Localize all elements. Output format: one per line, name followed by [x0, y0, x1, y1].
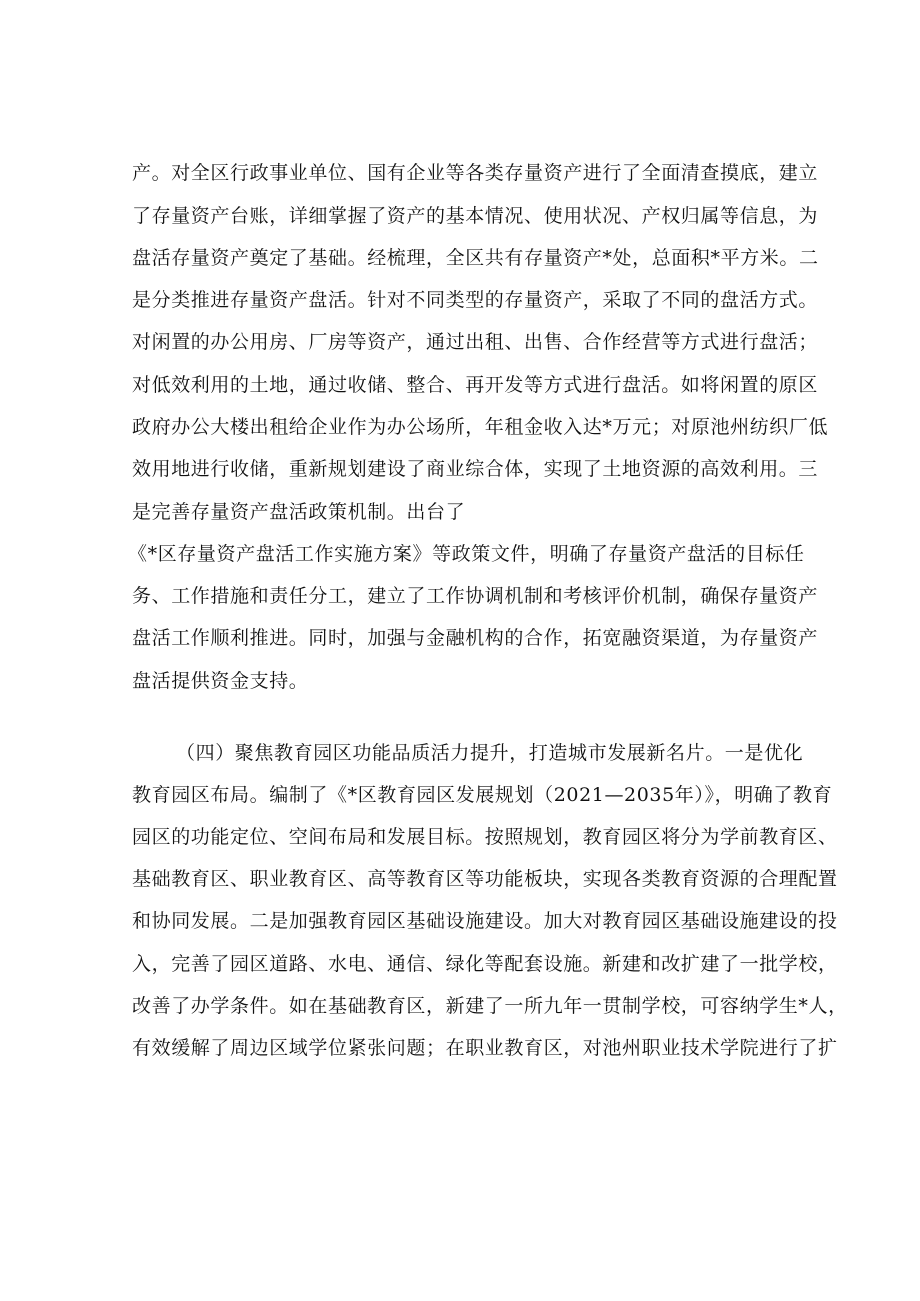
text-line: 产。对全区行政事业单位、国有企业等各类存量资产进行了全面清查摸底，建立	[132, 162, 819, 184]
text-line: 《*区存量资产盘活工作实施方案》等政策文件，明确了存量资产盘活的目标任	[128, 543, 805, 565]
text-line: 盘活存量资产奠定了基础。经梳理，全区共有存量资产*处，总面积*平方米。二	[132, 247, 819, 269]
text-line: 园区的功能定位、空间布局和发展目标。按照规划，教育园区将分为学前教育区、	[132, 826, 838, 848]
text-line: 有效缓解了周边区域学位紧张问题；在职业教育区，对池州职业技术学院进行了扩	[132, 1037, 838, 1059]
text-line: 了存量资产台账，详细掌握了资产的基本情况、使用状况、产权归属等信息，为	[132, 205, 819, 227]
text-line: 是完善存量资产盘活政策机制。出台了	[132, 501, 466, 523]
text-line: 改善了办学条件。如在基础教育区，新建了一所九年一贯制学校，可容纳学生*人，	[132, 995, 848, 1017]
text-line: （四）聚焦教育园区功能品质活力提升，打造城市发展新名片。一是优化	[176, 742, 804, 764]
text-line: 教育园区布局。编制了《*区教育园区发展规划（2021—2035年）》，明确了教育	[132, 784, 833, 806]
text-line: 对闲置的办公用房、厂房等资产，通过出租、出售、合作经营等方式进行盘活；	[132, 331, 819, 353]
text-line: 是分类推进存量资产盘活。针对不同类型的存量资产，采取了不同的盘活方式。	[132, 289, 819, 311]
text-line: 效用地进行收储，重新规划建设了商业综合体，实现了土地资源的高效利用。三	[132, 458, 819, 480]
text-line: 务、工作措施和责任分工，建立了工作协调机制和考核评价机制，确保存量资产	[132, 585, 819, 607]
text-line: 盘活工作顺利推进。同时，加强与金融机构的合作，拓宽融资渠道，为存量资产	[132, 627, 819, 649]
text-line: 对低效利用的土地，通过收储、整合、再开发等方式进行盘活。如将闲置的原区	[132, 374, 819, 396]
text-line: 和协同发展。二是加强教育园区基础设施建设。加大对教育园区基础设施建设的投	[132, 910, 838, 932]
text-line: 政府办公大楼出租给企业作为办公场所，年租金收入达*万元；对原池州纺织厂低	[132, 416, 829, 438]
text-line: 入，完善了园区道路、水电、通信、绿化等配套设施。新建和改扩建了一批学校，	[132, 953, 838, 975]
text-line: 盘活提供资金支持。	[132, 670, 309, 692]
text-line: 基础教育区、职业教育区、高等教育区等功能板块，实现各类教育资源的合理配置	[132, 868, 838, 890]
